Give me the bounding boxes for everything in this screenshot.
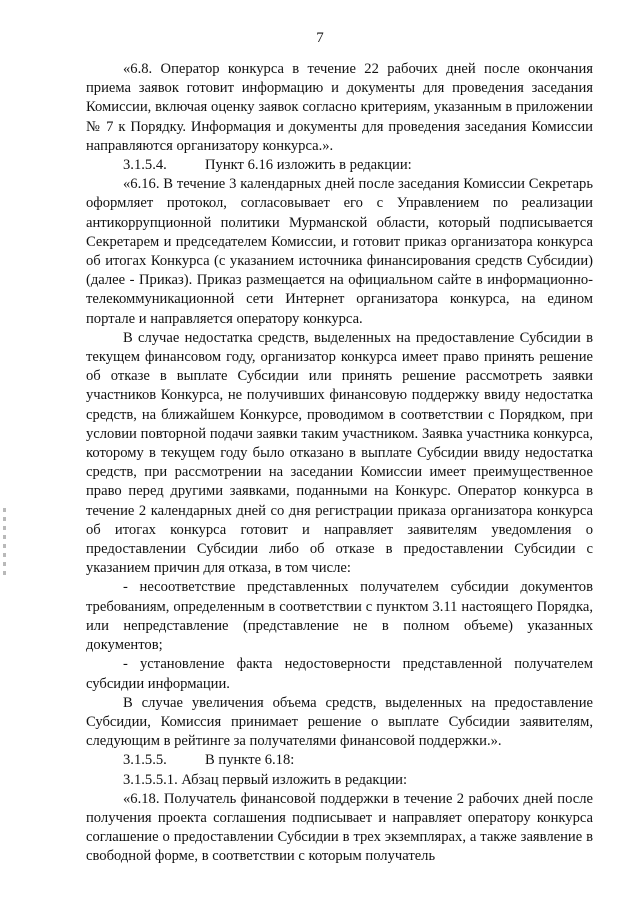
clause-text: В пункте 6.18: xyxy=(205,752,295,769)
clause-3-1-5-4 xyxy=(86,156,593,175)
clause-number: 3.1.5.5. xyxy=(123,752,167,769)
clause-number: 3.1.5.4. xyxy=(123,157,167,174)
clause-text: Пункт 6.16 изложить в редакции: xyxy=(205,157,412,174)
page-number: 7 xyxy=(316,30,324,46)
paragraph-6-16: «6.16. В течение 3 календарных дней после заседания Комиссии Секретарь оформляет протокол, согласовывает его с Управлением по реализации антикоррупционной политики Мурманской области, который подписывается Секретарем и председателем Комиссии, и готовит приказ организатора конкурса об итогах Конкурса (с указанием источника финансирования средств Субсидии) (далее - Приказ). Приказ размещается на официальном сайте в информационно-телекоммуникационной сети Интернет организатора конкурса, на едином портале и направляется оператору конкурса. xyxy=(86,176,593,327)
paragraph-6-18: «6.18. Получатель финансовой поддержки в течение 2 рабочих дней после получения проекта соглашения подписывает и направляет оператору конкурса соглашение о предоставлении Субсидии в трех экземплярах, а также заявление в свободной форме, в соответствии с которым получатель xyxy=(86,790,593,865)
margin-scan-mark xyxy=(3,508,6,578)
list-item-non-compliance: - несоответствие представленных получателем субсидии документов требованиям, определенным в соответствии с пунктом 3.11 настоящего Порядка, или непредставление (представление не в полном объеме) указанных документов; xyxy=(86,579,593,654)
document-body xyxy=(86,60,593,867)
paragraph-funds-increase: В случае увеличения объема средств, выделенных на предоставление Субсидии, Комиссия принимает решение о выплате Субсидии заявителям, следующим в рейтинге за получателями финансовой поддержки.». xyxy=(86,694,593,750)
clause-3-1-5-5 xyxy=(86,751,593,770)
paragraph-funds-shortage: В случае недостатка средств, выделенных на предоставление Субсидии в текущем финансовом году, организатор конкурса имеет право принять решение об отказе в выплате Субсидии или принять решение рассмотреть заявки участников Конкурса, не получивших финансовую поддержку ввиду недостатка средств, на ближайшем Конкурсе, проводимом в соответствии с Порядком, при условии повторной подачи заявки таким участником. Заявка участника конкурса, которому в текущем году было отказано в выплате Субсидии ввиду недостатка средств, при рассмотрении на заседании Комиссии имеет преимущественное право перед другими заявками, поданными на Конкурс. Оператор конкурса в течение 2 календарных дней со дня регистрации приказа организатора конкурса об итогах конкурса готовит и направляет заявителям уведомления о предоставлении Субсидии либо об отказе в предоставлении Субсидии с указанием причин для отказа, в том числе: xyxy=(86,329,593,577)
paragraph-6-8: «6.8. Оператор конкурса в течение 22 рабочих дней после окончания приема заявок готовит информацию и документы для проведения заседания Комиссии, включая оценку заявок согласно критериям, указанным в приложении № 7 к Порядку. Информация и документы для проведения заседания Комиссии направляются организатору конкурса.». xyxy=(86,61,593,154)
clause-3-1-5-5-1: 3.1.5.5.1. Абзац первый изложить в редакции: xyxy=(123,771,408,788)
list-item-false-information: - установление факта недостоверности представленной получателем субсидии информации. xyxy=(86,656,593,692)
